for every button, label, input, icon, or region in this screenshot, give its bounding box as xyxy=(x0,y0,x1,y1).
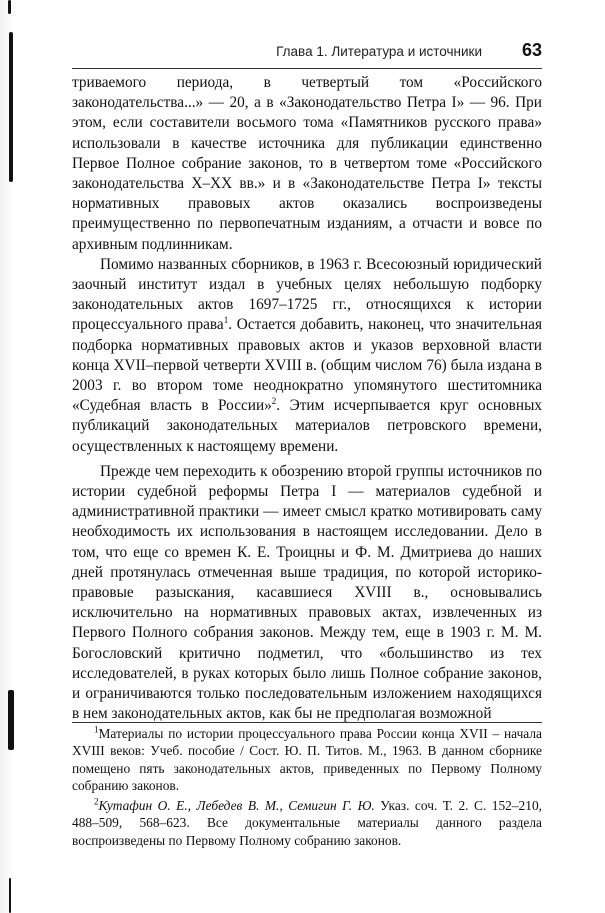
footnote-rule xyxy=(72,722,542,723)
paragraph: Прежде чем переходить к обозрению второй группы источников по истории судебной реформы Петра I — материалов судебной и административной практики — имеет смысл кратко мотивировать саму необходимость их использования в настоящем исследовании. Дело в том, что еще со времен К. Е. Троицны и Ф. М. Дмитриева до наших дней протянулась отмеченная выше традиция, по которой историко-правовые разыскания, касавшиеся XVIII в., основывались исключительно на нормативных правовых актах, извлеченных из Первого Полного собрания законов. Между тем, еще в 1903 г. М. М. Богословский критично подметил, что «большинство из тех исследователей, в руках которых было лишь Полное собрание законов, и ограничиваются только последовательным изложением находящихся в нем законодательных актов, как бы не предполагая возможной xyxy=(72,462,542,723)
footnote: $^1$Материалы по истории процессуального права России конца XVII – начала XVIII веков: Учеб. пособие / Сост. Ю. П. Титов. М., 1963. В данном сборнике помещено пять законодательных актов, приведенных по Первому Полному собранию законов. xyxy=(72,724,542,793)
chapter-title: Глава 1. Литература и источники xyxy=(276,44,482,59)
paragraph: триваемого периода, в четвертый том «Российского законодательства...» — 20, а в «Законодательство Петра I» — 96. При этом, если составители восьмого тома «Памятников русского права» использовали в качестве источника для публикации единственно Первое Полное собрание законов, то в четвертом томе «Российского законодательства X–XX вв.» и в «Законодательстве Петра I» тексты нормативных правовых актов оказались воспроизведены преимущественно по первопечатным изданиям, а отчасти и вовсе по архивным подлинникам. xyxy=(72,74,542,253)
scan-edge-mark xyxy=(8,0,11,14)
footnote-ref[interactable]: 2 xyxy=(271,396,277,407)
footnote-authors: Кутафин О. Е., Лебедев В. М., Семигин Г. Ю. xyxy=(98,798,375,814)
header-rule xyxy=(72,68,542,69)
footnote: $^2$Кутафин О. Е., Лебедев В. М., Семигин Г. Ю. Указ. соч. Т. 2. С. 152–210, 488–509, 568–623. Все документальные материалы данного раздела воспроизведены по Первому Полному собранию законов. xyxy=(72,796,542,848)
paragraph: Помимо названных сборников, в 1963 г. Всесоюзный юридический заочный институт издал в учебных целях небольшую подборку законодательных актов 1697–1725 гг., относящихся к истории процессуального права$^1$. Остается добавить, наконец, что значительная подборка нормативных правовых актов и указов верховной власти конца XVII–первой четверти XVIII в. (общим числом 76) была издана в 2003 г. во втором томе неоднократно упомянутого шеститомника «Судебная власть в России»$^2$. Этим исчерпывается круг основных публикаций законодательных материалов петровского времени, осуществленных к настоящему времени. xyxy=(72,255,542,455)
scan-edge-mark xyxy=(9,32,13,182)
footnote-marker: 1 xyxy=(94,724,99,735)
scan-edge-mark xyxy=(8,690,14,750)
footnote-ref[interactable]: 1 xyxy=(223,315,229,326)
page-number: 63 xyxy=(521,40,542,60)
body-text xyxy=(72,73,542,725)
footnote-marker: 2 xyxy=(94,796,99,807)
scan-edge-mark xyxy=(9,878,11,913)
footnotes xyxy=(72,725,542,849)
running-header xyxy=(72,38,542,64)
